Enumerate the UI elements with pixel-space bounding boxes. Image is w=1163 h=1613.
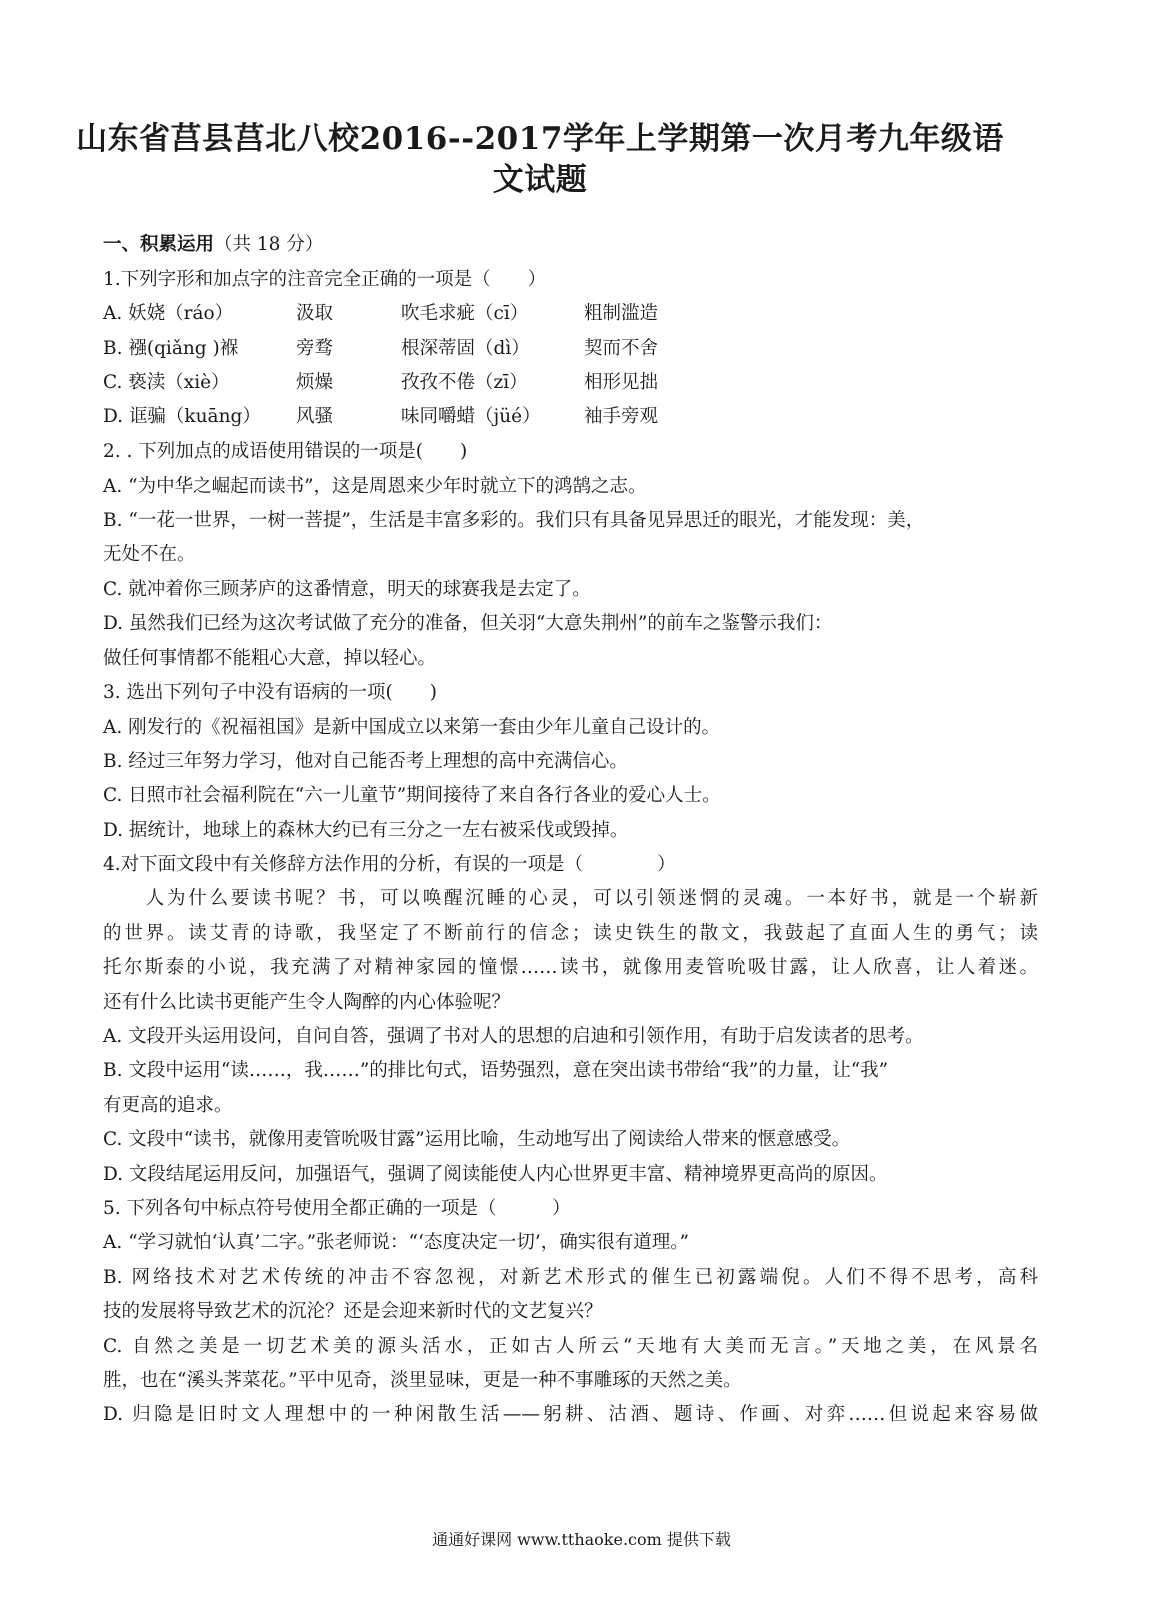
- title-line-2: 文试题: [492, 162, 588, 198]
- q4-passage-line4: 还有什么比读书更能产生令人陶醉的内心体验呢？: [103, 992, 511, 1013]
- q1-option-a-col3: 吹毛求疵（cī）: [401, 303, 529, 324]
- q1-option-c-col4: 相形见拙: [584, 372, 659, 393]
- q5-option-a: A. “学习就怕‘认真’二字。”张老师说：“‘态度决定一切’，确实很有道理。”: [103, 1232, 689, 1253]
- q1-option-d-col2: 风骚: [296, 406, 334, 427]
- q2-option-a: A. “为中华之崛起而读书”，这是周恩来少年时就立下的鸿鹄之志。: [103, 476, 647, 497]
- q4-passage-line2: 的世界。读艾青的诗歌，我坚定了不断前行的信念；读史铁生的散文，我鼓起了直面人生的勇气；读: [103, 923, 1038, 944]
- q4-passage-line3: 托尔斯泰的小说，我充满了对精神家园的憧憬……读书，就像用麦管吮吸甘露，让人欣喜，让人着迷。: [103, 957, 1038, 978]
- q1-option-b-col4: 契而不舍: [584, 338, 659, 359]
- section-title: 一、积累运用: [103, 234, 215, 255]
- q5-option-d-line1: D. 归隐是旧时文人理想中的一种闲散生活——躬耕、沽酒、题诗、作画、对弈……但说起来容易做: [103, 1404, 1038, 1425]
- q4-option-a: A. 文段开头运用设问，自问自答，强调了书对人的思想的启迪和引领作用，有助于启发读者的思考。: [103, 1026, 924, 1047]
- q1-stem: 1.下列字形和加点字的注音完全正确的一项是（ ）: [103, 269, 547, 290]
- q2-stem: 2. . 下列加点的成语使用错误的一项是( ): [103, 441, 468, 462]
- q1-option-b-col3: 根深蒂固（dì）: [401, 338, 530, 359]
- q2-option-b-line2: 无处不在。: [103, 544, 196, 565]
- q2-option-b-line1: B. “一花一世界，一树一菩提”，生活是丰富多彩的。我们只有具备见异思迁的眼光，才能发现：美，: [103, 510, 925, 531]
- q2-option-d-line2: 做任何事情都不能粗心大意，掉以轻心。: [103, 648, 437, 669]
- q1-option-d-col1: D. 诓骗（kuāng）: [103, 406, 261, 427]
- q1-option-c-col2: 烦燥: [296, 372, 334, 393]
- q1-option-c-col3: 孜孜不倦（zī）: [401, 372, 528, 393]
- q4-stem: 4.对下面文段中有关修辞方法作用的分析，有误的一项是（ ）: [103, 854, 676, 875]
- q5-stem: 5. 下列各句中标点符号使用全都正确的一项是（ ）: [103, 1198, 571, 1219]
- page-footer: 通通好课网 www.tthaoke.com 提供下载: [432, 1530, 731, 1549]
- q3-option-a: A. 刚发行的《祝福祖国》是新中国成立以来第一套由少年儿童自己设计的。: [103, 717, 721, 738]
- q3-option-c: C. 日照市社会福利院在“六一儿童节”期间接待了来自各行各业的爱心人士。: [103, 785, 721, 806]
- q1-option-d-col4: 袖手旁观: [584, 406, 659, 427]
- title-line-1: 山东省莒县莒北八校2016--2017学年上学期第一次月考九年级语: [76, 121, 1004, 157]
- q1-option-b-col1: B. 襁(qiǎng )褓: [103, 338, 239, 359]
- q4-option-b-line2: 有更高的追求。: [103, 1095, 233, 1116]
- q4-option-b-line1: B. 文段中运用“读……，我……”的排比句式，语势强烈，意在突出读书带给“我”的力量，让“我”: [103, 1060, 889, 1081]
- q1-option-a-col4: 粗制滥造: [584, 303, 659, 324]
- q4-passage-line1: 人为什么要读书呢？书，可以唤醒沉睡的心灵，可以引领迷惘的灵魂。一本好书，就是一个崭新: [103, 888, 1038, 909]
- q3-stem: 3. 选出下列句子中没有语病的一项( ): [103, 682, 437, 703]
- q5-option-b-line2: 技的发展将导致艺术的沉沦？还是会迎来新时代的文艺复兴？: [103, 1301, 603, 1322]
- q4-option-c: C. 文段中“读书，就像用麦管吮吸甘露”运用比喻，生动地写出了阅读给人带来的惬意感受。: [103, 1129, 851, 1150]
- q5-option-b-line1: B. 网络技术对艺术传统的冲击不容忽视，对新艺术形式的催生已初露端倪。人们不得不思考，高科: [103, 1267, 1038, 1288]
- section-heading: [103, 233, 323, 257]
- q2-option-d-line1: D. 虽然我们已经为这次考试做了充分的准备，但关羽“大意失荆州”的前车之鉴警示我们：: [103, 613, 833, 634]
- q5-option-c-line2: 胜，也在“溪头荠菜花。”平中见奇，淡里显味，更是一种不事雕琢的天然之美。: [103, 1370, 742, 1391]
- q1-option-b-col2: 旁骛: [296, 338, 334, 359]
- q3-option-d: D. 据统计，地球上的森林大约已有三分之一左右被采伐或毁掉。: [103, 820, 629, 841]
- q1-option-c-col1: C. 亵渎（xiè）: [103, 372, 230, 393]
- q1-option-a-col1: A. 妖娆（ráo）: [103, 303, 234, 324]
- q2-option-c: C. 就冲着你三顾茅庐的这番情意，明天的球赛我是去定了。: [103, 579, 591, 600]
- q1-option-a-col2: 汲取: [296, 303, 334, 324]
- q1-option-d-col3: 味同嚼蜡（jüé）: [401, 406, 541, 427]
- q4-option-d: D. 文段结尾运用反问，加强语气，强调了阅读能使人内心世界更丰富、精神境界更高尚的原因。: [103, 1164, 888, 1185]
- q3-option-b: B. 经过三年努力学习，他对自己能否考上理想的高中充满信心。: [103, 751, 628, 772]
- q5-option-c-line1: C. 自然之美是一切艺术美的源头活水，正如古人所云“天地有大美而无言。”天地之美，在风景名: [103, 1336, 1038, 1357]
- section-score: （共 18 分）: [214, 234, 324, 255]
